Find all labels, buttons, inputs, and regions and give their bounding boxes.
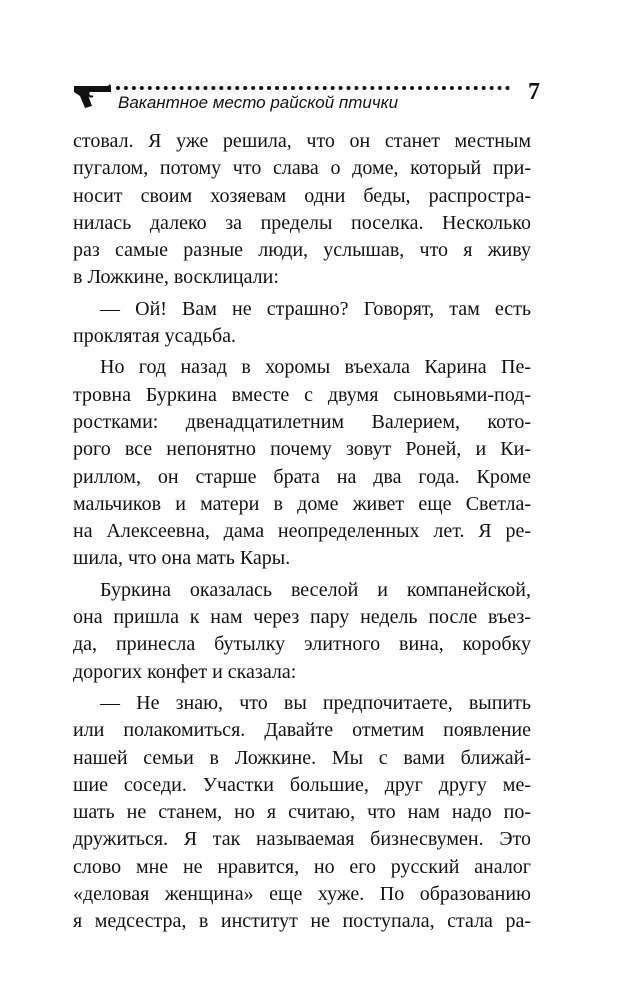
text-line: на Алексеевна, дама неопределенных лет. Я ре- bbox=[73, 520, 531, 543]
text-line: да, принесла бутылку элитного вина, коробку bbox=[73, 633, 531, 656]
page-number: 7 bbox=[528, 79, 540, 105]
text-line: шие соседи. Участки большие, друг другу ме- bbox=[73, 773, 531, 796]
paragraph bbox=[73, 690, 531, 936]
text-line: дорогих конфет и сказала: bbox=[73, 660, 297, 683]
text-line: дружиться. Я так называемая бизнесвумен. Это bbox=[73, 828, 531, 851]
text-line: риллом, он старше брата на два года. Кроме bbox=[73, 465, 531, 488]
text-line: она пришла к нам через пару недель после въез- bbox=[73, 606, 531, 629]
header-dotted-rule bbox=[116, 86, 510, 90]
text-line: рого все непонятно почему зовут Роней, и Ки- bbox=[73, 438, 531, 461]
text-line: Буркина оказалась веселой и компанейской, bbox=[100, 578, 531, 601]
text-line: в Ложкине, восклицали: bbox=[73, 266, 279, 289]
text-line: — Не знаю, что вы предпочитаете, выпить bbox=[100, 691, 531, 714]
text-line: проклятая усадьба. bbox=[73, 325, 237, 348]
paragraph bbox=[73, 296, 531, 351]
text-line: раз самые разные люди, услышав, что я живу bbox=[73, 239, 531, 262]
text-line: шила, что она мать Кары. bbox=[73, 547, 291, 570]
pistol-icon bbox=[72, 80, 112, 110]
text-line: я медсестра, в институт не поступала, стала ра- bbox=[73, 910, 531, 933]
text-line: ростками: двенадцатилетним Валерием, кото- bbox=[73, 410, 531, 433]
text-line: мальчиков и матери в доме живет еще Светла- bbox=[73, 492, 531, 515]
text-line: слово мне не нравится, но его русский аналог bbox=[73, 855, 531, 878]
text-line: стовал. Я уже решила, что он станет местным bbox=[73, 130, 531, 152]
text-line: Но год назад в хоромы въехала Карина Пе- bbox=[100, 356, 531, 379]
text-line: «деловая женщина» еще хуже. По образованию bbox=[73, 883, 531, 906]
text-line: нашей семьи в Ложкине. Мы с вами ближай- bbox=[73, 746, 531, 769]
body-text bbox=[73, 128, 531, 936]
text-line: нилась далеко за пределы поселка. Несколько bbox=[73, 211, 531, 234]
page-header bbox=[72, 74, 540, 114]
paragraph bbox=[73, 128, 531, 292]
text-line: носит своим хозяевам одни беды, распростра- bbox=[73, 184, 531, 207]
running-title: Вакантное место райской птички bbox=[118, 93, 399, 112]
text-line: пугалом, потому что слава о доме, который при- bbox=[73, 157, 531, 180]
paragraph bbox=[73, 354, 531, 572]
text-line: — Ой! Вам не страшно? Говорят, там есть bbox=[100, 297, 531, 320]
text-line: или полакомиться. Давайте отметим появление bbox=[73, 719, 531, 742]
paragraph bbox=[73, 577, 531, 686]
text-line: тровна Буркина вместе с двумя сыновьями-под- bbox=[73, 383, 531, 406]
text-line: шать не станем, но я считаю, что нам надо по- bbox=[73, 801, 531, 824]
